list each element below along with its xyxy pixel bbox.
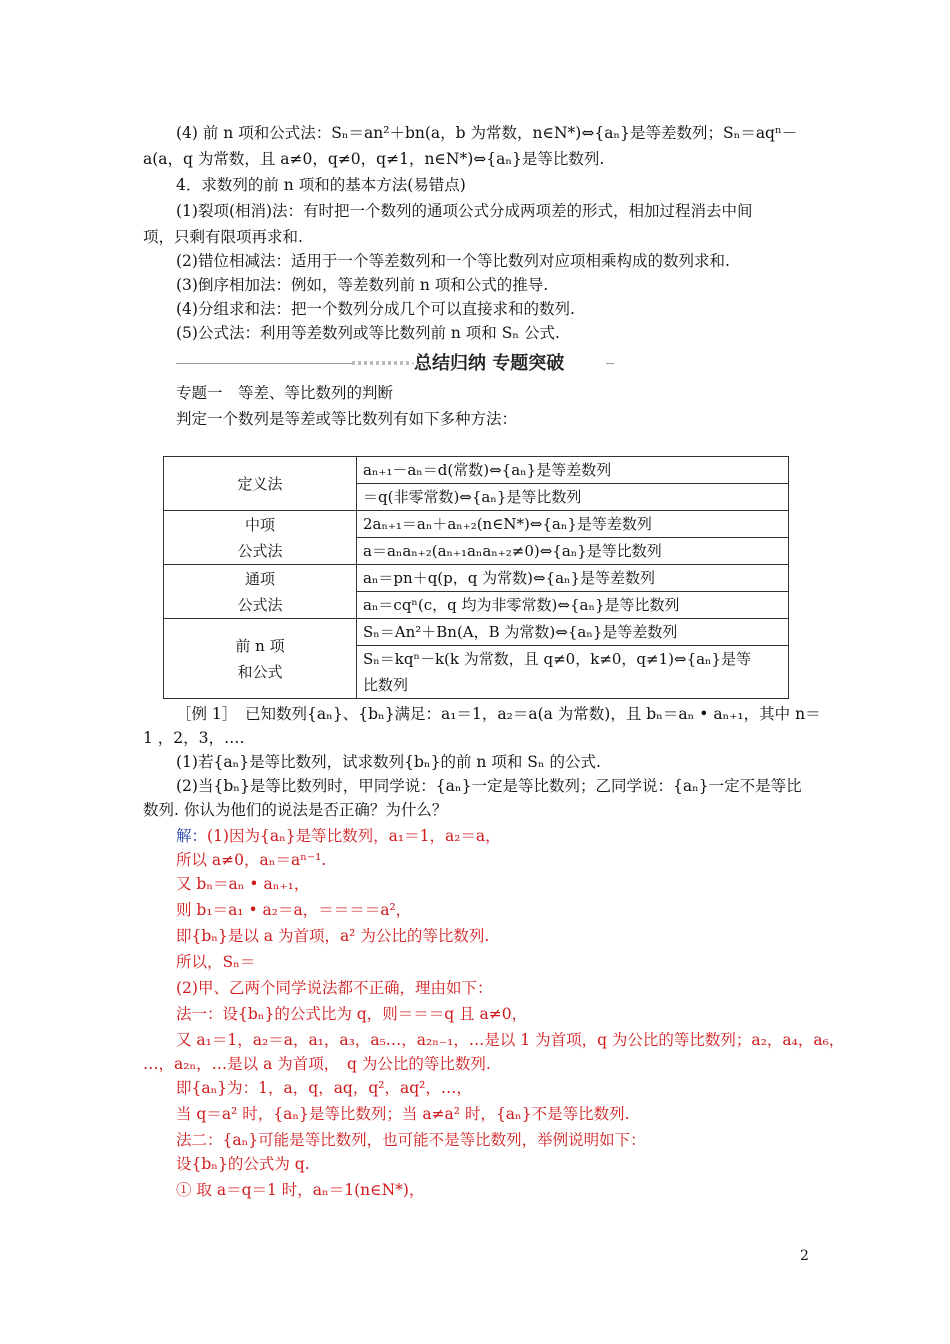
method-name: 中项 公式法 bbox=[164, 511, 357, 565]
page-number: 2 bbox=[800, 1248, 809, 1264]
section-banner bbox=[176, 350, 616, 378]
solution-line: 法二：{aₙ}可能是等比数列，也可能不是等比数列，举例说明如下： bbox=[176, 1131, 646, 1149]
solution-line: 即{aₙ}为：1，a，q，aq，q²，aq²，…， bbox=[176, 1079, 472, 1097]
text-line: (4) 前 n 项和公式法：Sₙ＝an²＋bn(a，b 为常数，n∈N*)⇔{aₙ}是等差数列；Sₙ＝aqⁿ－ bbox=[176, 124, 798, 142]
method-cell: Sₙ＝kqⁿ－k(k 为常数，且 q≠0，k≠0，q≠1)⇔{aₙ}是等 比数列 bbox=[357, 646, 789, 699]
solution-label: 解： bbox=[176, 827, 208, 845]
method-cell: aₙ＝cqⁿ(c，q 均为非零常数)⇔{aₙ}是等比数列 bbox=[357, 592, 789, 619]
solution-line: …，a₂ₙ，…是以 a 为首项， q 为公比的等比数列. bbox=[143, 1055, 491, 1073]
text-line: (3)倒序相加法：例如，等差数列前 n 项和公式的推导. bbox=[176, 276, 549, 294]
banner-dash-decoration bbox=[352, 361, 412, 365]
solution-line: ① 取 a＝q＝1 时，aₙ＝1(n∈N*)， bbox=[176, 1181, 425, 1199]
topic-intro: 判定一个数列是等差或等比数列有如下多种方法： bbox=[176, 410, 518, 428]
text-line: (5)公式法：利用等差数列或等比数列前 n 项和 Sₙ 公式. bbox=[176, 324, 560, 342]
solution-line: 又 a₁＝1，a₂＝a，a₁，a₃，a₅…，a₂ₙ₋₁，…是以 1 为首项，q 为公比的等比数列；a₂，a₄，a₆， bbox=[176, 1031, 845, 1049]
solution-line: 所以 a≠0，aₙ＝aⁿ⁻¹. bbox=[176, 851, 327, 869]
solution-line: 则 b₁＝a₁ • a₂＝a，＝＝＝＝a²， bbox=[176, 901, 412, 919]
text-line: 4．求数列的前 n 项和的基本方法(易错点) bbox=[176, 176, 466, 194]
example-line: (2)当{bₙ}是等比数列时，甲同学说：{aₙ}一定是等比数列；乙同学说：{aₙ}一定不是等比 bbox=[176, 777, 802, 795]
example-line: 数列. 你认为他们的说法是否正确？为什么？ bbox=[143, 801, 448, 819]
method-cell: Sₙ＝An²＋Bn(A，B 为常数)⇔{aₙ}是等差数列 bbox=[357, 619, 789, 646]
method-name: 通项 公式法 bbox=[164, 565, 357, 619]
solution-line: 法一：设{bₙ}的公式比为 q，则＝＝＝q 且 a≠0， bbox=[176, 1005, 528, 1023]
method-name: 定义法 bbox=[164, 457, 357, 511]
methods-table bbox=[163, 456, 789, 699]
method-name: 前 n 项 和公式 bbox=[164, 619, 357, 699]
solution-line: (2)甲、乙两个同学说法都不正确，理由如下： bbox=[176, 979, 493, 997]
topic-title: 专题一 等差、等比数列的判断 bbox=[176, 384, 394, 402]
text-line: (4)分组求和法：把一个数列分成几个可以直接求和的数列. bbox=[176, 300, 575, 318]
method-cell: ＝q(非零常数)⇔{aₙ}是等比数列 bbox=[357, 484, 789, 511]
solution-line: 所以，Sₙ＝ bbox=[176, 953, 256, 971]
method-cell: aₙ＝pn＋q(p，q 为常数)⇔{aₙ}是等差数列 bbox=[357, 565, 789, 592]
text-line: (2)错位相减法：适用于一个等差数列和一个等比数列对应项相乘构成的数列求和. bbox=[176, 252, 730, 270]
example-line: (1)若{aₙ}是等比数列，试求数列{bₙ}的前 n 项和 Sₙ 的公式. bbox=[176, 753, 601, 771]
example-line: ［例 1］ 已知数列{aₙ}、{bₙ}满足：a₁＝1，a₂＝a(a 为常数)，且 bₙ＝aₙ • aₙ₊₁，其中 n＝ bbox=[176, 705, 821, 723]
method-cell: aₙ₊₁－aₙ＝d(常数)⇔{aₙ}是等差数列 bbox=[357, 457, 789, 484]
solution-first-line bbox=[176, 825, 501, 847]
solution-line: 又 bₙ＝aₙ • aₙ₊₁， bbox=[176, 875, 310, 893]
text-line: a(a，q 为常数，且 a≠0，q≠0，q≠1，n∈N*)⇔{aₙ}是等比数列. bbox=[143, 150, 605, 168]
text-line: 项，只剩有限项再求和. bbox=[143, 228, 303, 246]
method-cell: a＝aₙaₙ₊₂(aₙ₊₁aₙaₙ₊₂≠0)⇔{aₙ}是等比数列 bbox=[357, 538, 789, 565]
method-cell: 2aₙ₊₁＝aₙ＋aₙ₊₂(n∈N*)⇔{aₙ}是等差数列 bbox=[357, 511, 789, 538]
solution-line: 当 q＝a² 时，{aₙ}是等比数列；当 a≠a² 时，{aₙ}不是等比数列. bbox=[176, 1105, 630, 1123]
solution-line: 即{bₙ}是以 a 为首项，a² 为公比的等比数列. bbox=[176, 927, 490, 945]
banner-rule-right bbox=[606, 363, 614, 364]
banner-title: 总结归纳 专题突破 bbox=[414, 353, 565, 374]
text-line: (1)裂项(相消)法：有时把一个数列的通项公式分成两项差的形式，相加过程消去中间 bbox=[176, 202, 753, 220]
solution-text: (1)因为{aₙ}是等比数列，a₁＝1，a₂＝a， bbox=[207, 827, 501, 845]
example-line: 1 ，2，3，…. bbox=[143, 729, 245, 747]
solution-line: 设{bₙ}的公式为 q. bbox=[176, 1155, 310, 1173]
